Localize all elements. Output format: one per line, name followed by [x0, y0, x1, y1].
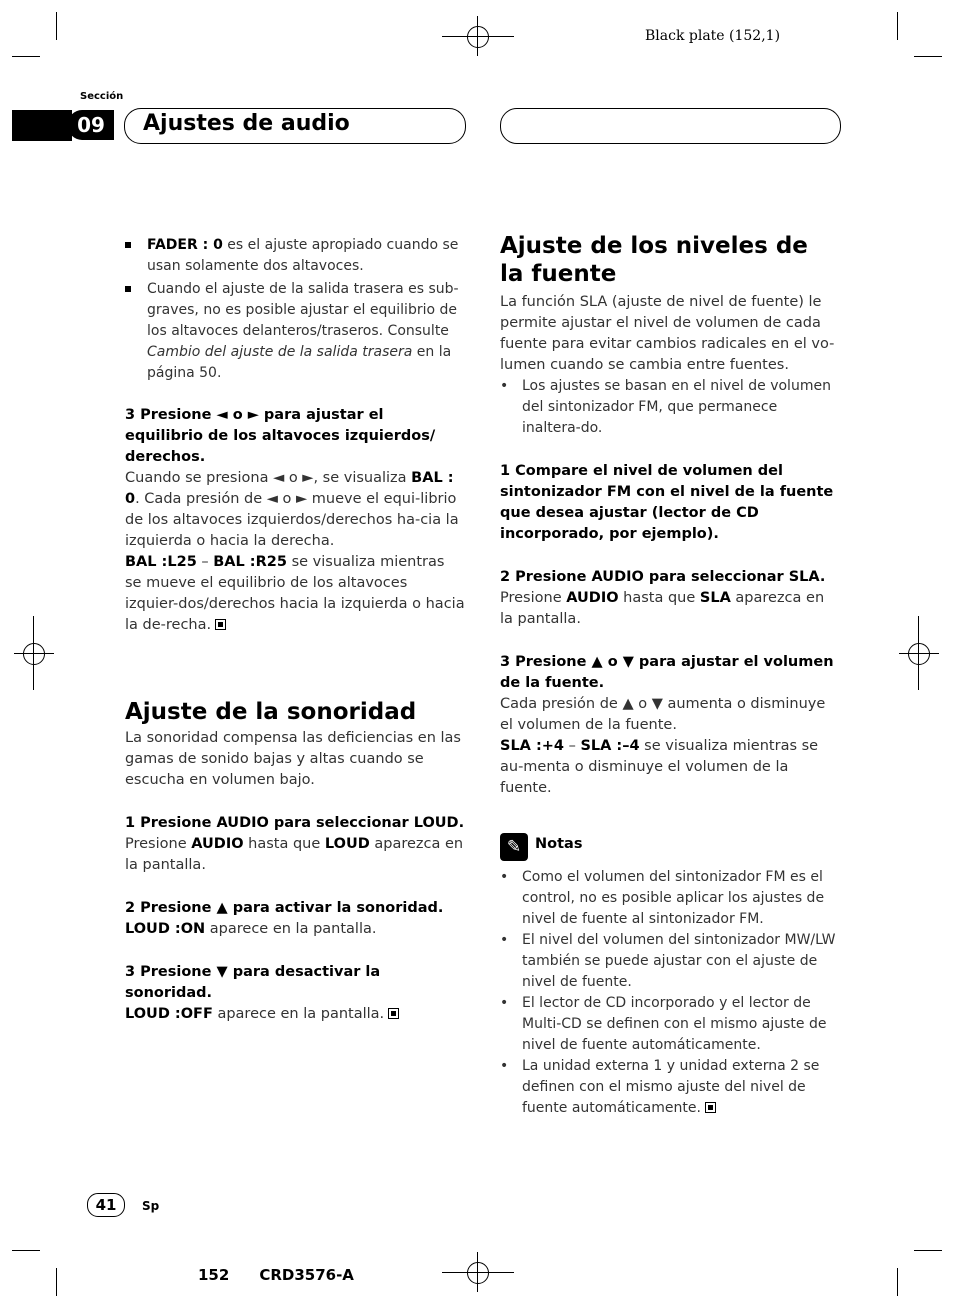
paragraph	[125, 919, 465, 940]
end-mark-icon	[388, 1008, 399, 1019]
plate-label: Black plate (152,1)	[645, 28, 781, 44]
list-item-text: Cuando el ajuste de la salida trasera es sub-graves, no es posible ajustar el equilibrio de los altavoces delanteros/traseros. Consulte	[147, 281, 459, 339]
square-bullet-icon	[125, 279, 131, 300]
paragraph	[125, 552, 465, 636]
paragraph	[125, 834, 465, 876]
paragraph	[500, 736, 838, 799]
crop-mark	[897, 1268, 898, 1296]
fader-value: FADER : 0	[147, 237, 223, 253]
crop-mark	[897, 12, 898, 40]
bullet-icon: •	[500, 378, 509, 394]
section-title: Ajustes de audio	[143, 111, 350, 136]
display-value: SLA :+4	[500, 738, 564, 754]
registration-mark	[908, 643, 930, 665]
note-text: El nivel del volumen del sintonizador MW/LW también se puede ajustar con el ajuste de nivel de fuente.	[522, 932, 836, 990]
square-bullet-icon	[125, 235, 131, 256]
display-value: LOUD :OFF	[125, 1006, 213, 1022]
registration-line	[899, 653, 939, 654]
text: hasta que	[243, 836, 325, 852]
section-label: Sección	[80, 91, 124, 102]
display-value: SLA :–4	[580, 738, 640, 754]
registration-line	[442, 36, 514, 37]
step-title: 3 Presione ◄ o ► para ajustar el equilibrio de los altavoces izquierdos/ derechos.	[125, 407, 436, 465]
paragraph	[500, 588, 838, 630]
text: Presione	[500, 590, 567, 606]
step-title: 3 Presione ▲ o ▼ para ajustar el volumen de la fuente.	[500, 654, 834, 691]
notes-list	[500, 867, 838, 1119]
text: hasta que	[618, 590, 700, 606]
note-item	[500, 930, 838, 993]
page-number: 41	[87, 1193, 125, 1217]
registration-mark	[467, 26, 489, 48]
display-value: LOUD	[324, 836, 370, 852]
text: se visualiza mientras se mueve el equilibrio de los altavoces izquier-dos/derechos hacia la izquierda o hacia la de-recha.	[125, 554, 465, 633]
text: aparece en la pantalla.	[212, 1006, 385, 1022]
crop-mark	[12, 1250, 40, 1251]
paragraph	[125, 468, 465, 552]
step-title: 1 Compare el nivel de volumen del sintonizador FM con el nivel de la fuente que desea ajustar (lector de CD incorporado, por ejemplo).	[500, 463, 834, 542]
text: –	[564, 738, 581, 754]
text: aparezca en la pantalla.	[125, 836, 464, 873]
end-mark-icon	[215, 619, 226, 630]
right-column	[500, 232, 838, 799]
registration-mark	[467, 1262, 489, 1284]
footer-model: CRD3576-A	[259, 1266, 354, 1284]
text: se visualiza mientras se au-menta o disminuye el volumen de la fuente.	[500, 738, 819, 796]
crop-mark	[914, 56, 942, 57]
registration-line	[14, 653, 54, 654]
note-pencil-icon: ✎	[500, 833, 528, 861]
bullet-icon: •	[500, 1058, 509, 1074]
button-name: AUDIO	[566, 590, 619, 606]
bullet-icon: •	[500, 932, 509, 948]
note-item	[500, 867, 838, 930]
text: . Cada presión de ◄ o ► mueve el equi-librio de los altavoces izquierdos/derechos ha-cia la izquierda o hacia la derecha.	[125, 491, 459, 549]
list-item	[500, 376, 838, 439]
end-mark-icon	[705, 1102, 716, 1113]
bullet-icon: •	[500, 995, 509, 1011]
text: aparece en la pantalla.	[205, 921, 377, 937]
display-value: BAL : 0	[125, 470, 454, 507]
display-value: LOUD :ON	[125, 921, 206, 937]
note-text: La unidad externa 1 y unidad externa 2 se definen con el mismo ajuste del nivel de fuente automáticamente.	[522, 1058, 820, 1116]
section-number: 09	[68, 110, 114, 140]
list-item-text: Los ajustes se basan en el nivel de volumen del sintonizador FM, que permanece inaltera-do.	[522, 378, 831, 436]
language-label: Sp	[142, 1199, 160, 1213]
text: –	[196, 554, 214, 570]
bullet-icon: •	[500, 869, 509, 885]
step-title: 2 Presione AUDIO para seleccionar SLA.	[500, 569, 826, 585]
text: Cuando se presiona ◄ o ►, se visualiza	[125, 470, 412, 486]
loud-heading: Ajuste de la sonoridad	[125, 699, 417, 725]
display-value: BAL :R25	[213, 554, 287, 570]
left-column	[125, 235, 465, 1025]
note-text: Como el volumen del sintonizador FM es el control, no es posible aplicar los ajustes de nivel de fuente al sintonizador FM.	[522, 869, 825, 927]
list-item	[125, 235, 465, 277]
crop-mark	[56, 1268, 57, 1296]
list-item-text: es el ajuste apropiado cuando se usan solamente dos altavoces.	[147, 237, 459, 274]
list-item-text: en la página 50.	[147, 344, 452, 381]
crop-mark	[12, 56, 40, 57]
section-empty-box	[500, 108, 841, 144]
text: aparezca en la pantalla.	[500, 590, 825, 627]
note-item	[500, 1056, 838, 1119]
display-value: SLA	[699, 590, 731, 606]
step-title: 1 Presione AUDIO para seleccionar LOUD.	[125, 815, 465, 831]
list-item	[125, 279, 465, 384]
registration-line	[442, 1272, 514, 1273]
cross-reference-link[interactable]: Cambio del ajuste de la salida trasera	[147, 344, 413, 360]
paragraph	[125, 1004, 465, 1025]
crop-mark	[914, 1250, 942, 1251]
note-text: El lector de CD incorporado y el lector de Multi-CD se definen con el mismo ajuste de nivel de fuente automáticamente.	[522, 995, 827, 1053]
button-name: AUDIO	[191, 836, 244, 852]
note-item	[500, 993, 838, 1056]
section-bar	[12, 110, 72, 141]
paragraph: La función SLA (ajuste de nivel de fuente) le permite ajustar el nivel de volumen de cada fuente para evitar cambios radicales en el vo-lumen cuando se cambia entre fuentes.	[500, 294, 835, 373]
display-value: BAL :L25	[125, 554, 197, 570]
crop-mark	[56, 12, 57, 40]
notes-title: Notas	[535, 836, 583, 852]
step-title: 2 Presione ▲ para activar la sonoridad.	[125, 900, 444, 916]
text: Presione	[125, 836, 192, 852]
paragraph: La sonoridad compensa las deficiencias en las gamas de sonido bajas y altas cuando se escucha en volumen bajo.	[125, 730, 461, 788]
registration-mark	[23, 643, 45, 665]
footer-page: 152	[198, 1266, 230, 1284]
paragraph: Cada presión de ▲ o ▼ aumenta o disminuye el volumen de la fuente.	[500, 696, 826, 733]
footer	[198, 1266, 354, 1284]
sla-heading: Ajuste de los niveles de la fuente	[500, 233, 808, 287]
step-title: 3 Presione ▼ para desactivar la sonoridad.	[125, 964, 381, 1001]
